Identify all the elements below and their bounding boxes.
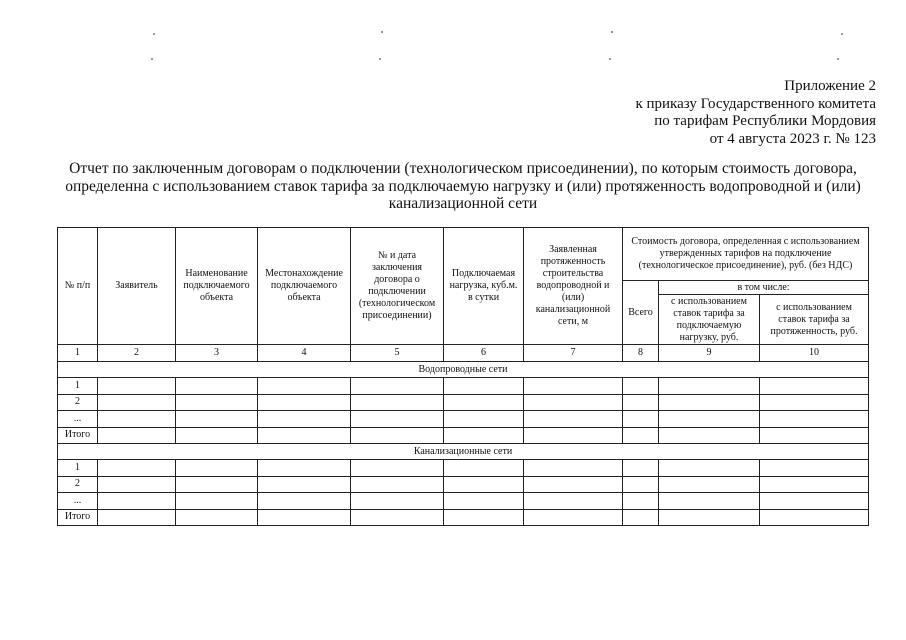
scan-speck: [841, 33, 843, 35]
table-row: [58, 460, 869, 477]
section-title-sewer: Канализационные сети: [58, 444, 869, 460]
table-row: [58, 394, 869, 411]
scan-speck: [609, 58, 611, 60]
header-cell-object-location: Местонахождение подключаемого объекта: [258, 228, 351, 345]
scan-speck: [153, 33, 155, 35]
header-cell-including: в том числе:: [659, 281, 869, 295]
table-row: [58, 509, 869, 526]
column-number-cell: 5: [351, 345, 444, 362]
header-cell-num: № п/п: [58, 228, 98, 345]
scan-speck: [379, 58, 381, 60]
header-cell-cost-group: Стоимость договора, определенная с использованием утвержденных тарифов на подключение (технологическое присоединение), руб. (без НДС): [623, 228, 869, 281]
header-cell-by-length: с использованием ставок тарифа за протяженность, руб.: [760, 295, 869, 345]
column-number-cell: 1: [58, 345, 98, 362]
header-cell-length: Заявленная протяженность строительства водопроводной и (или) канализационной сети, м: [524, 228, 623, 345]
column-number-cell: 2: [98, 345, 176, 362]
appendix-block: [635, 78, 876, 148]
scan-speck: [837, 58, 839, 60]
section-title-water: Водопроводные сети: [58, 362, 869, 378]
table-row: [58, 411, 869, 428]
report-title: Отчет по заключенным договорам о подключении (технологическом присоединении), по которым стоимость договора, определенна с использованием ставок тарифа за подключаемую нагрузку и (или) протяженность водопроводной и (или) канализационной сети: [65, 160, 861, 212]
column-number-cell: 7: [524, 345, 623, 362]
appendix-line: от 4 августа 2023 г. № 123: [709, 130, 876, 147]
column-number-cell: 8: [623, 345, 659, 362]
row-label: 1: [58, 378, 98, 395]
appendix-line: по тарифам Республики Мордовия: [654, 113, 876, 129]
table-row: [58, 493, 869, 510]
appendix-line: Приложение 2: [784, 78, 876, 94]
row-label: 1: [58, 460, 98, 477]
header-cell-load: Подключаемая нагрузка, куб.м. в сутки: [444, 228, 524, 345]
row-label: ...: [58, 411, 98, 428]
column-number-cell: 6: [444, 345, 524, 362]
row-label: Итого: [58, 427, 98, 444]
header-cell-object-name: Наименование подключаемого объекта: [176, 228, 258, 345]
scan-speck: [611, 31, 613, 33]
row-label: ...: [58, 493, 98, 510]
column-number-cell: 9: [659, 345, 760, 362]
header-cell-total: Всего: [623, 281, 659, 345]
header-cell-by-load: с использованием ставок тарифа за подключаемую нагрузку, руб.: [659, 295, 760, 345]
column-number-cell: 3: [176, 345, 258, 362]
column-number-row: [58, 345, 869, 362]
row-label: 2: [58, 394, 98, 411]
header-cell-contract: № и дата заключения договора о подключении (технологическом присоединении): [351, 228, 444, 345]
appendix-line: к приказу Государственного комитета: [635, 95, 876, 112]
column-number-cell: 10: [760, 345, 869, 362]
row-label: 2: [58, 476, 98, 493]
header-cell-applicant: Заявитель: [98, 228, 176, 345]
scan-speck: [151, 58, 153, 60]
report-table: [57, 227, 869, 526]
table-row: [58, 378, 869, 395]
scan-speck: [381, 31, 383, 33]
table-row: [58, 476, 869, 493]
table-row: [58, 427, 869, 444]
column-number-cell: 4: [258, 345, 351, 362]
row-label: Итого: [58, 509, 98, 526]
